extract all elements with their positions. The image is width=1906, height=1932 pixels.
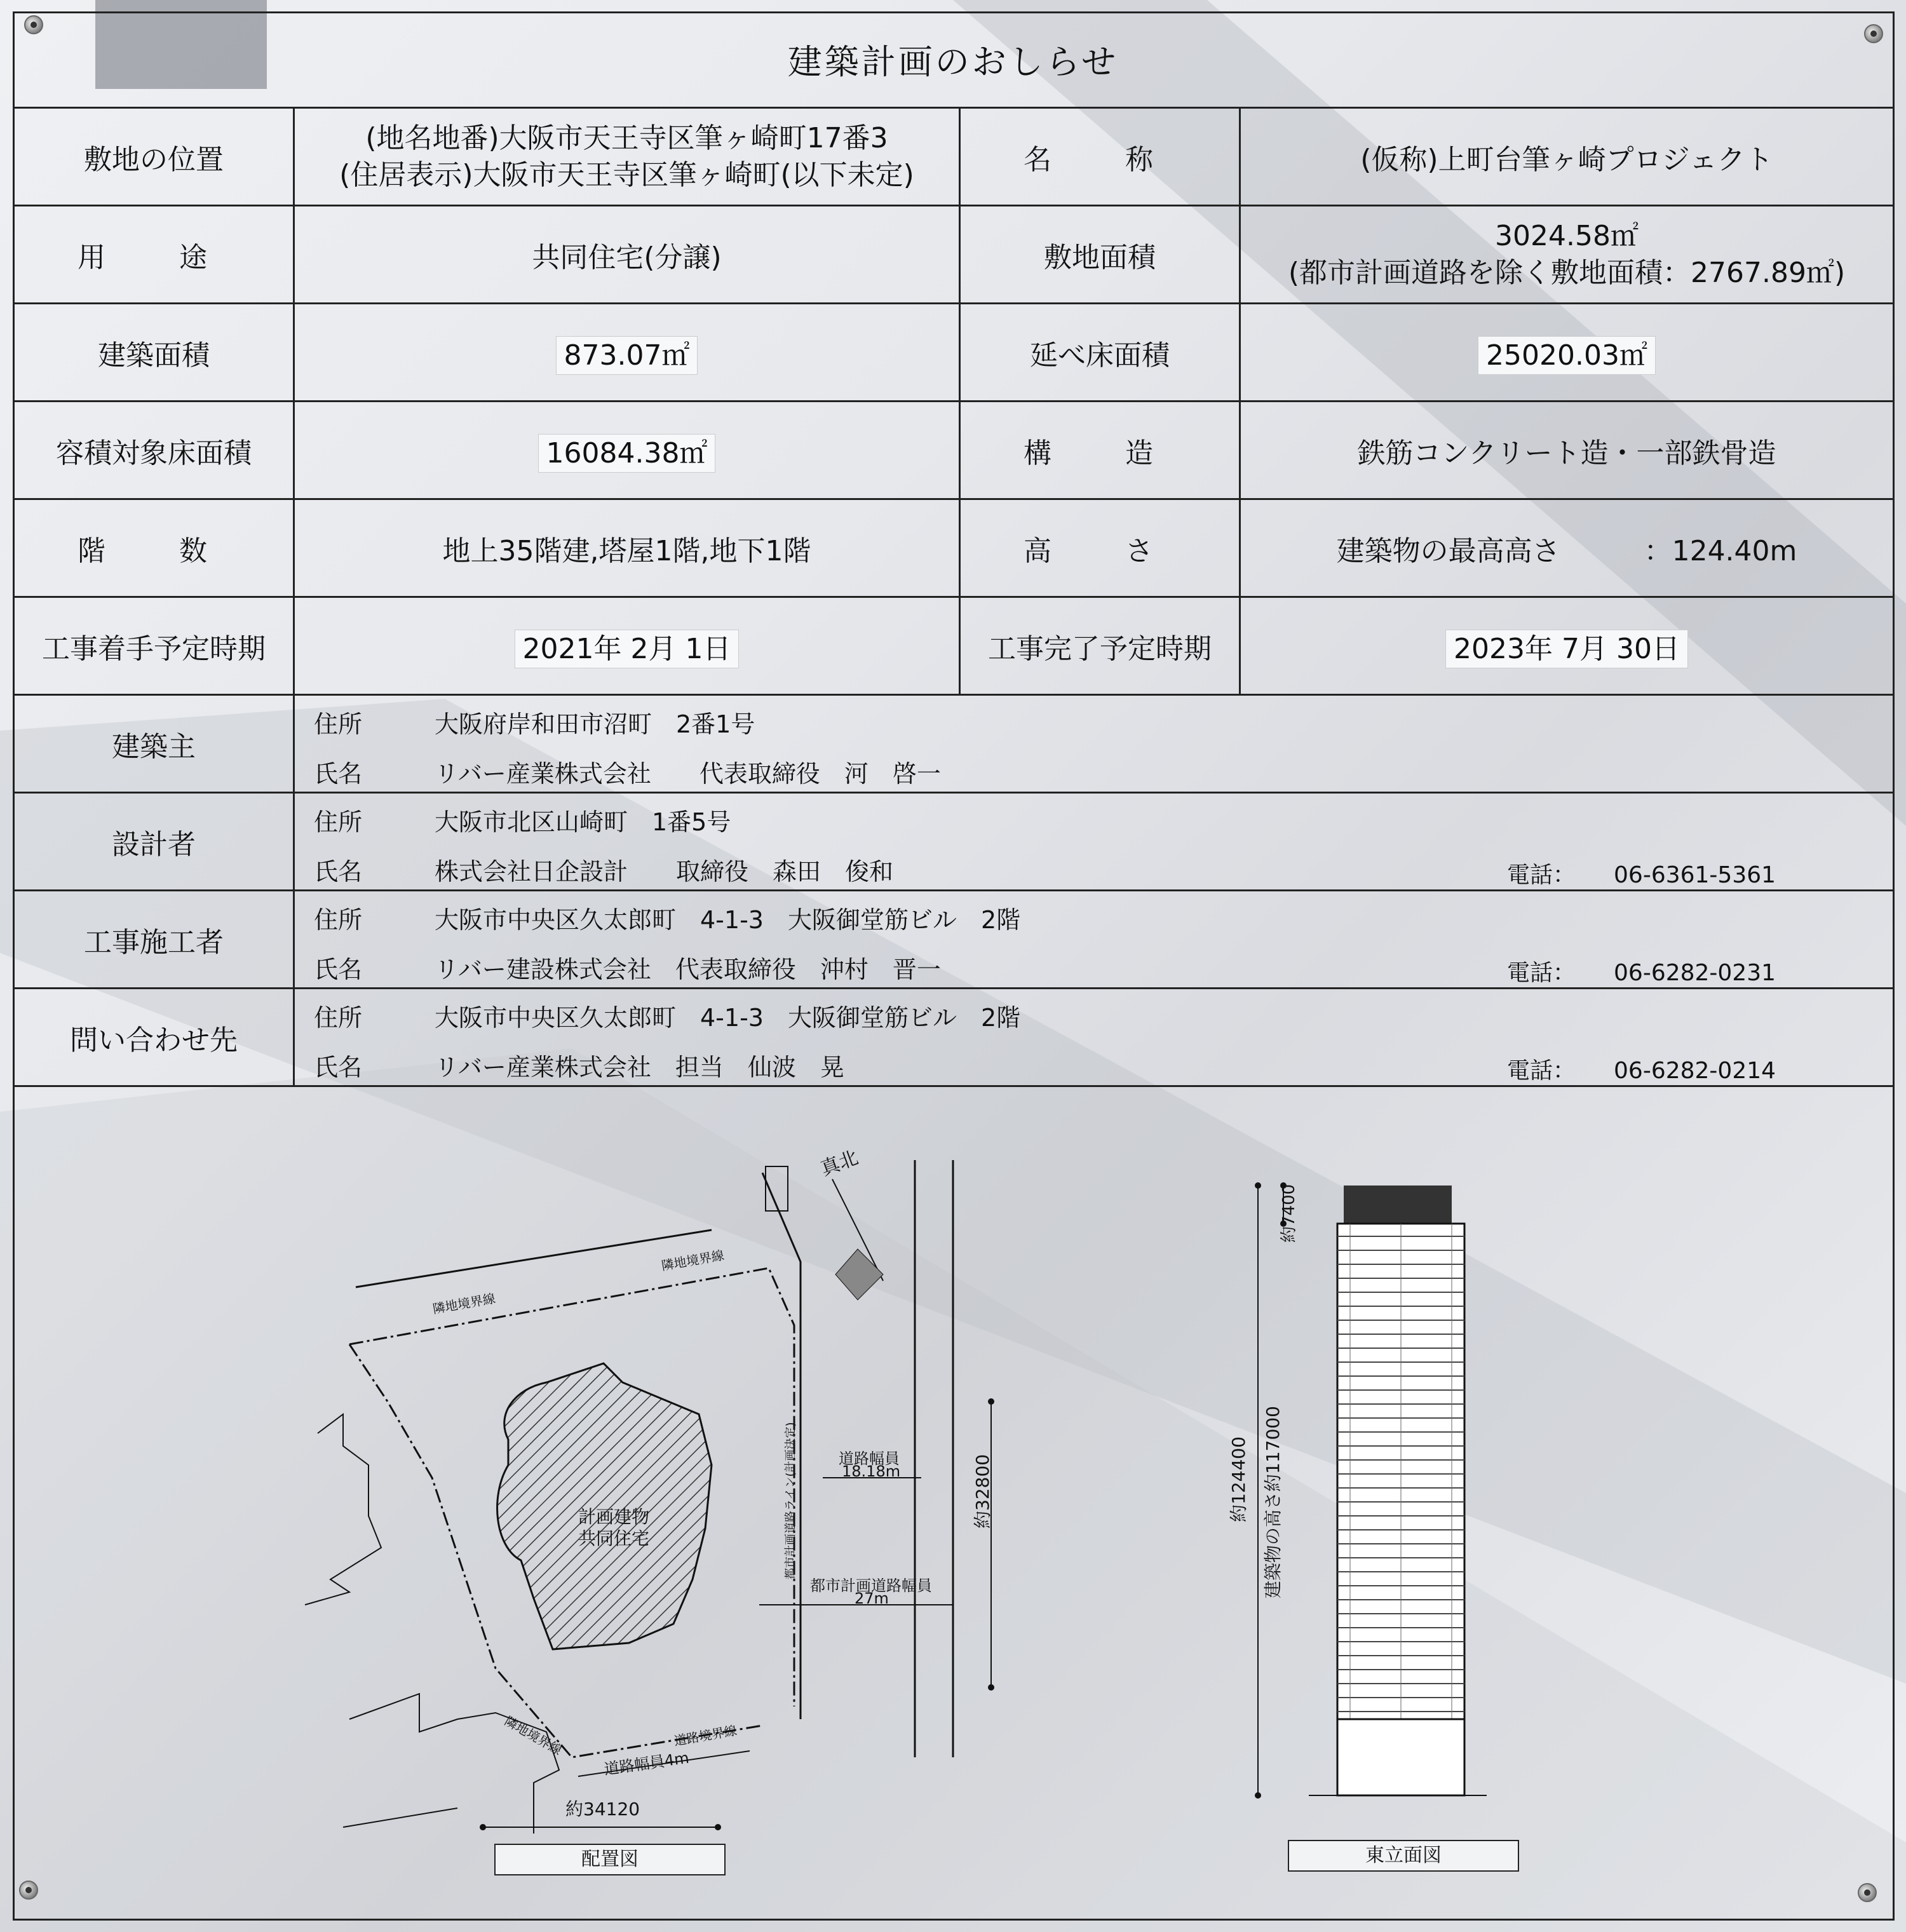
boundary-label: 隣地境界線	[431, 1290, 497, 1317]
row-schedule	[14, 597, 1894, 695]
party-address: 大阪市中央区久太郎町 4-1-3 大阪御堂筋ビル 2階	[435, 1004, 1021, 1032]
party-phone-line	[1507, 857, 1776, 889]
value-name: (仮称)上町台筆ヶ崎プロジェクト	[1240, 108, 1894, 206]
label-completion: 工事完了予定時期	[960, 597, 1240, 695]
value-floors: 地上35階建,塔屋1階,地下1階	[294, 499, 960, 597]
party-phone-label: 電話：	[1507, 1058, 1576, 1084]
party-address-line	[314, 802, 731, 837]
party-address-label: 住所	[314, 808, 363, 836]
boundary-label: 隣地境界線	[501, 1713, 565, 1759]
dim-depth: 約32800	[972, 1454, 993, 1529]
label-floors: 階 数	[14, 499, 294, 597]
party-name-line	[314, 754, 941, 789]
party-phone-line	[1507, 955, 1776, 987]
notice-title: 建築計画のおしらせ	[787, 42, 1119, 82]
city-road-value: 27m	[855, 1590, 889, 1607]
row-building-area	[14, 304, 1894, 402]
value-site-location	[294, 108, 960, 206]
north-arrow-icon	[835, 1249, 883, 1300]
row-site-location	[14, 108, 1894, 206]
value-far-floor-area: 16084.38㎡	[538, 434, 716, 473]
party-details	[294, 695, 1894, 793]
elevation-caption: 東立面図	[1288, 1840, 1519, 1872]
party-address-label: 住所	[314, 710, 363, 738]
row-far-floor-area	[14, 402, 1894, 499]
label-total-floor-area: 延べ床面積	[960, 304, 1240, 402]
party-address-line	[314, 998, 1020, 1033]
label-structure: 構 造	[960, 402, 1240, 499]
value-structure: 鉄筋コンクリート造・一部鉄骨造	[1240, 402, 1894, 499]
party-name-line	[314, 852, 893, 887]
small-road-label: 道路幅員4m	[603, 1748, 691, 1779]
site-area-note: (都市計画道路を除く敷地面積：2767.89㎡)	[1288, 256, 1846, 289]
party-details	[294, 793, 1894, 891]
building-info-table	[13, 107, 1895, 1087]
party-name: 株式会社日企設計 取締役 森田 俊和	[435, 858, 894, 886]
road-width-label: 道路幅員	[839, 1450, 900, 1468]
value-building-area: 873.07㎡	[556, 336, 698, 375]
party-address: 大阪市北区山崎町 1番5号	[435, 808, 731, 836]
party-phone: 06-6282-0231	[1614, 960, 1776, 986]
boundary-label: 隣地境界線	[659, 1247, 726, 1274]
party-name: リバー産業株式会社 代表取締役 河 啓一	[435, 760, 941, 788]
value-far-floor-area-cell	[294, 402, 960, 499]
party-row	[14, 989, 1894, 1086]
label-site-location: 敷地の位置	[14, 108, 294, 206]
value-total-floor-area: 25020.03㎡	[1478, 336, 1656, 375]
party-name-label: 氏名	[314, 956, 363, 983]
label-start: 工事着手予定時期	[14, 597, 294, 695]
party-address: 大阪市中央区久太郎町 4-1-3 大阪御堂筋ビル 2階	[435, 906, 1021, 934]
tower-elevation	[1255, 1182, 1487, 1799]
party-row	[14, 793, 1894, 891]
party-address-line	[314, 705, 755, 740]
road-width-value: 18.18m	[842, 1463, 901, 1480]
site-area-main: 3024.58㎡	[1495, 219, 1639, 252]
party-details	[294, 891, 1894, 989]
party-name: リバー建設株式会社 代表取締役 沖村 晋一	[435, 956, 941, 983]
elev-dim-top: 約7400	[1280, 1184, 1299, 1243]
elev-dim-total: 約124400	[1228, 1436, 1249, 1522]
party-address-label: 住所	[314, 906, 363, 934]
party-row	[14, 891, 1894, 989]
party-role: 建築主	[14, 695, 294, 793]
party-role: 設計者	[14, 793, 294, 891]
party-phone-label: 電話：	[1507, 960, 1576, 986]
label-far-floor-area: 容積対象床面積	[14, 402, 294, 499]
drawings-area	[13, 1084, 1895, 1884]
label-site-area: 敷地面積	[960, 206, 1240, 304]
value-use: 共同住宅(分譲)	[294, 206, 960, 304]
party-role: 問い合わせ先	[14, 989, 294, 1086]
party-name-line	[314, 950, 941, 985]
party-phone-label: 電話：	[1507, 862, 1576, 888]
screw-icon	[1858, 1883, 1877, 1902]
party-address-line	[314, 900, 1020, 935]
party-address-label: 住所	[314, 1004, 363, 1032]
party-name: リバー産業株式会社 担当 仙波 晃	[435, 1053, 844, 1081]
building-label-1: 計画建物	[578, 1506, 650, 1527]
party-phone-line	[1507, 1053, 1776, 1085]
value-start: 2021年 2月 1日	[515, 630, 740, 668]
value-total-floor-area-cell	[1240, 304, 1894, 402]
party-name-line	[314, 1048, 844, 1083]
party-name-label: 氏名	[314, 1053, 363, 1081]
site-lot-number: (地名地番)大阪市天王寺区筆ヶ崎町17番3	[365, 121, 888, 154]
party-row	[14, 695, 1894, 793]
road-boundary-label: 道路境界線	[672, 1722, 738, 1749]
value-height: 建築物の最高高さ ：124.40m	[1240, 499, 1894, 597]
party-address: 大阪府岸和田市沼町 2番1号	[435, 710, 755, 738]
party-role: 工事施工者	[14, 891, 294, 989]
city-line-label: 都市計画道路ライン(計画決定)	[784, 1422, 797, 1579]
value-completion-cell	[1240, 597, 1894, 695]
value-completion: 2023年 7月 30日	[1445, 630, 1688, 668]
north-label: 真北	[818, 1146, 862, 1180]
label-building-area: 建築面積	[14, 304, 294, 402]
party-name-label: 氏名	[314, 760, 363, 788]
site-plan-drawing	[13, 1084, 1895, 1884]
party-details	[294, 989, 1894, 1086]
party-name-label: 氏名	[314, 858, 363, 886]
building-label-2: 共同住宅	[578, 1528, 650, 1549]
row-floors	[14, 499, 1894, 597]
site-plan-caption: 配置図	[494, 1844, 726, 1875]
label-name: 名 称	[960, 108, 1240, 206]
value-start-cell	[294, 597, 960, 695]
value-site-area	[1240, 206, 1894, 304]
city-road-label: 都市計画道路幅員	[810, 1577, 932, 1595]
site-address: (住居表示)大阪市天王寺区筆ヶ崎町(以下未定)	[339, 158, 914, 191]
dim-width: 約34120	[565, 1799, 640, 1820]
elev-dim-height: 建築物の高さ約117000	[1262, 1406, 1283, 1598]
screw-icon	[24, 15, 43, 34]
row-use	[14, 206, 1894, 304]
party-phone: 06-6361-5361	[1614, 862, 1776, 888]
value-building-area-cell	[294, 304, 960, 402]
label-use: 用 途	[14, 206, 294, 304]
party-phone: 06-6282-0214	[1614, 1058, 1776, 1084]
label-height: 高 さ	[960, 499, 1240, 597]
